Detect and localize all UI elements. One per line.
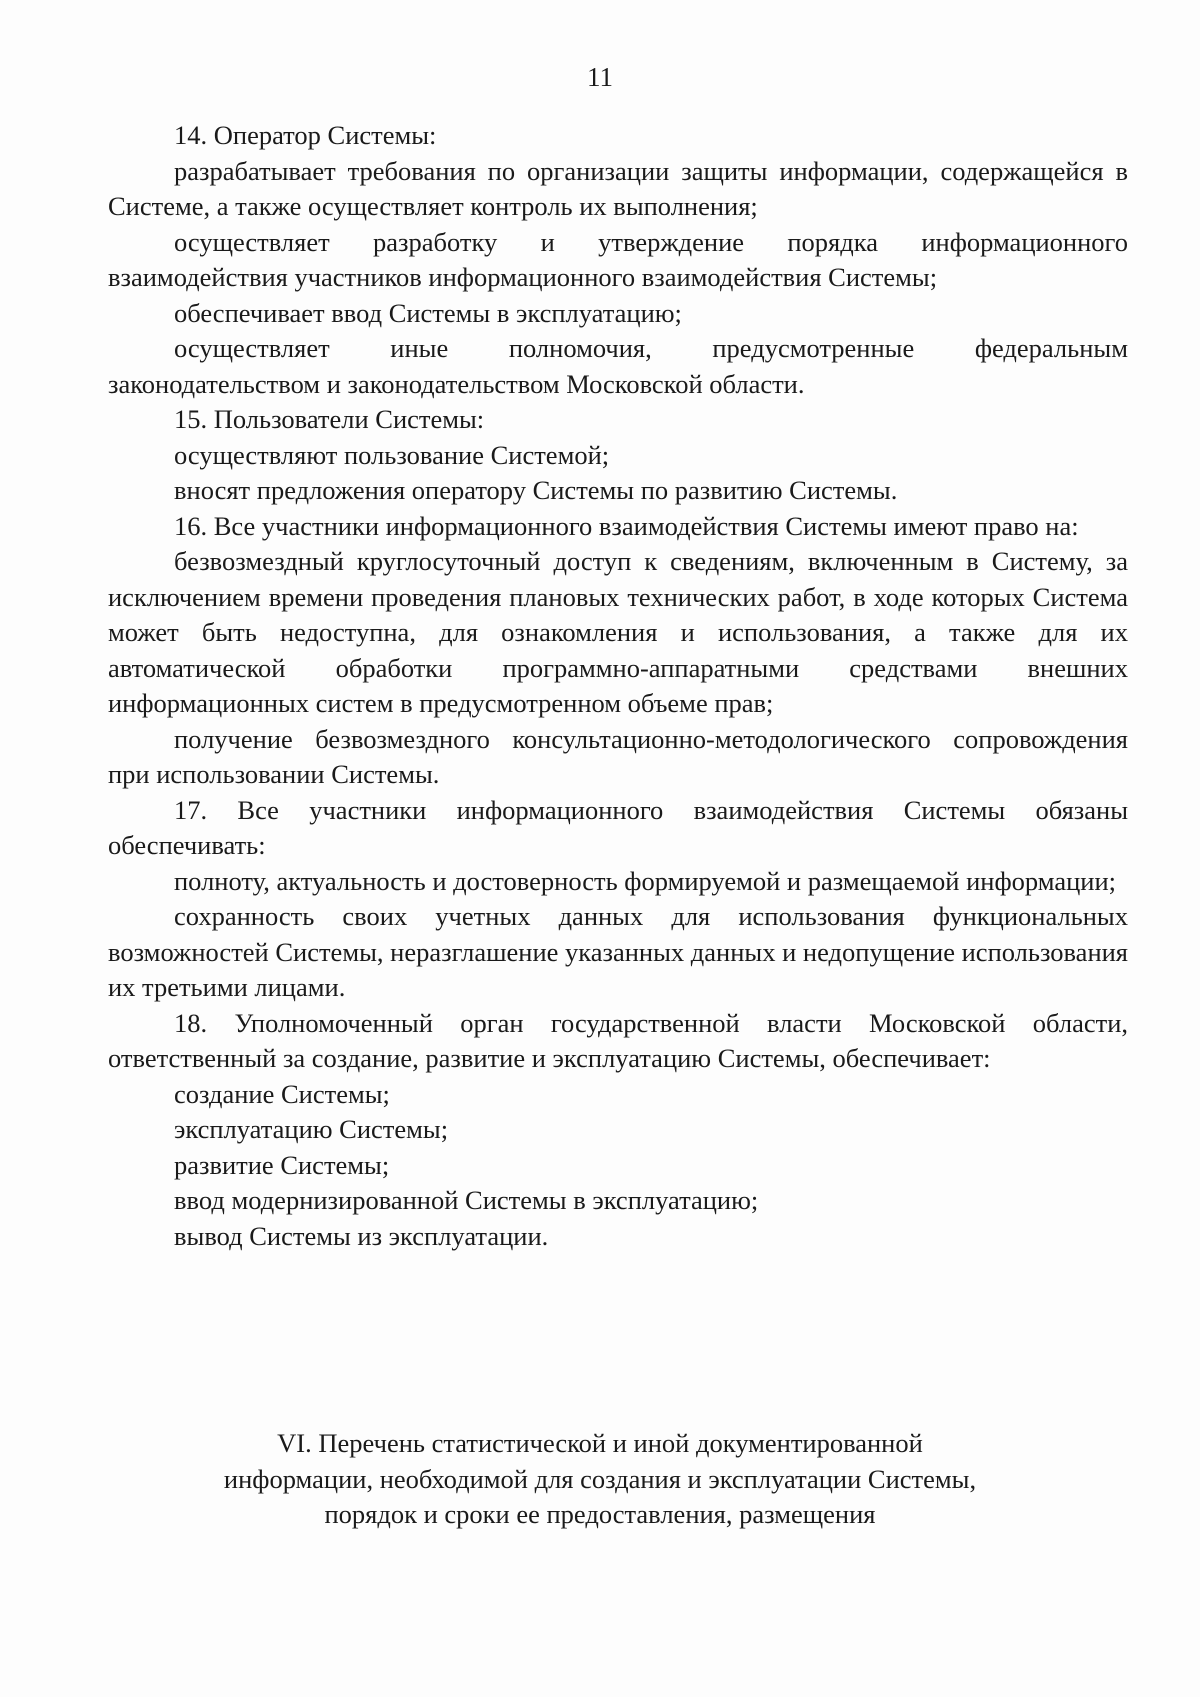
paragraph-18-item-1: создание Системы;: [174, 1078, 390, 1109]
paragraph-14-item-3: обеспечивает ввод Системы в эксплуатацию;: [174, 297, 682, 328]
paragraph-15-heading: 15. Пользователи Системы:: [174, 404, 485, 434]
paragraph-18-heading: 18. Уполномоченный орган государственной власти Московской области, ответственный за создание, развитие и эксплуатацию Системы, обеспечивает:: [108, 1007, 1128, 1073]
paragraph-14-heading: 14. Оператор Системы:: [174, 120, 437, 150]
paragraph-14-item-1: разрабатывает требования по организации защиты информации, содержащейся в Системе, а также осуществляет контроль их выполнения;: [108, 155, 1128, 221]
paragraph-17-heading: 17. Все участники информационного взаимодействия Системы обязаны обеспечивать:: [108, 794, 1128, 860]
document-body: [108, 118, 1128, 1254]
paragraph-15-item-1: осуществляют пользование Системой;: [174, 439, 610, 470]
paragraph-17-item-1: полноту, актуальность и достоверность формируемой и размещаемой информации;: [174, 865, 1116, 896]
paragraph-18-item-4: ввод модернизированной Системы в эксплуатацию;: [174, 1185, 759, 1215]
section-heading-line-2: информации, необходимой для создания и эксплуатации Системы,: [223, 1463, 977, 1494]
section-heading-line-1: VI. Перечень статистической и иной документированной: [277, 1428, 923, 1458]
section-heading: [150, 1426, 1050, 1533]
paragraph-16-item-1: безвозмездный круглосуточный доступ к сведениям, включенным в Систему, за исключением времени проведения плановых технических работ, в ходе которых Система может быть недоступна, для ознакомления и использования, а также для их автоматической обработки программно-аппаратными средствами внешних информационных систем в предусмотренном объеме прав;: [108, 546, 1128, 718]
paragraph-18-item-3: развитие Системы;: [174, 1149, 390, 1180]
paragraph-14-item-2: осуществляет разработку и утверждение порядка информационного взаимодействия участников информационного взаимодействия Системы;: [108, 226, 1128, 292]
paragraph-16-heading: 16. Все участники информационного взаимодействия Системы имеют право на:: [174, 510, 1079, 541]
paragraph-14-item-4: осуществляет иные полномочия, предусмотренные федеральным законодательством и законодательством Московской области.: [108, 333, 1128, 399]
paragraph-18-item-5: вывод Системы из эксплуатации.: [174, 1220, 549, 1251]
page-number: 11: [587, 62, 613, 92]
paragraph-15-item-2: вносят предложения оператору Системы по развитию Системы.: [174, 475, 898, 505]
paragraph-16-item-2: получение безвозмездного консультационно-методологического сопровождения при использовании Системы.: [108, 723, 1128, 789]
section-heading-line-3: порядок и сроки ее предоставления, размещения: [324, 1499, 876, 1529]
paragraph-17-item-2: сохранность своих учетных данных для использования функциональных возможностей Системы, неразглашение указанных данных и недопущение использования их третьими лицами.: [108, 901, 1128, 1002]
paragraph-18-item-2: эксплуатацию Системы;: [174, 1114, 449, 1144]
